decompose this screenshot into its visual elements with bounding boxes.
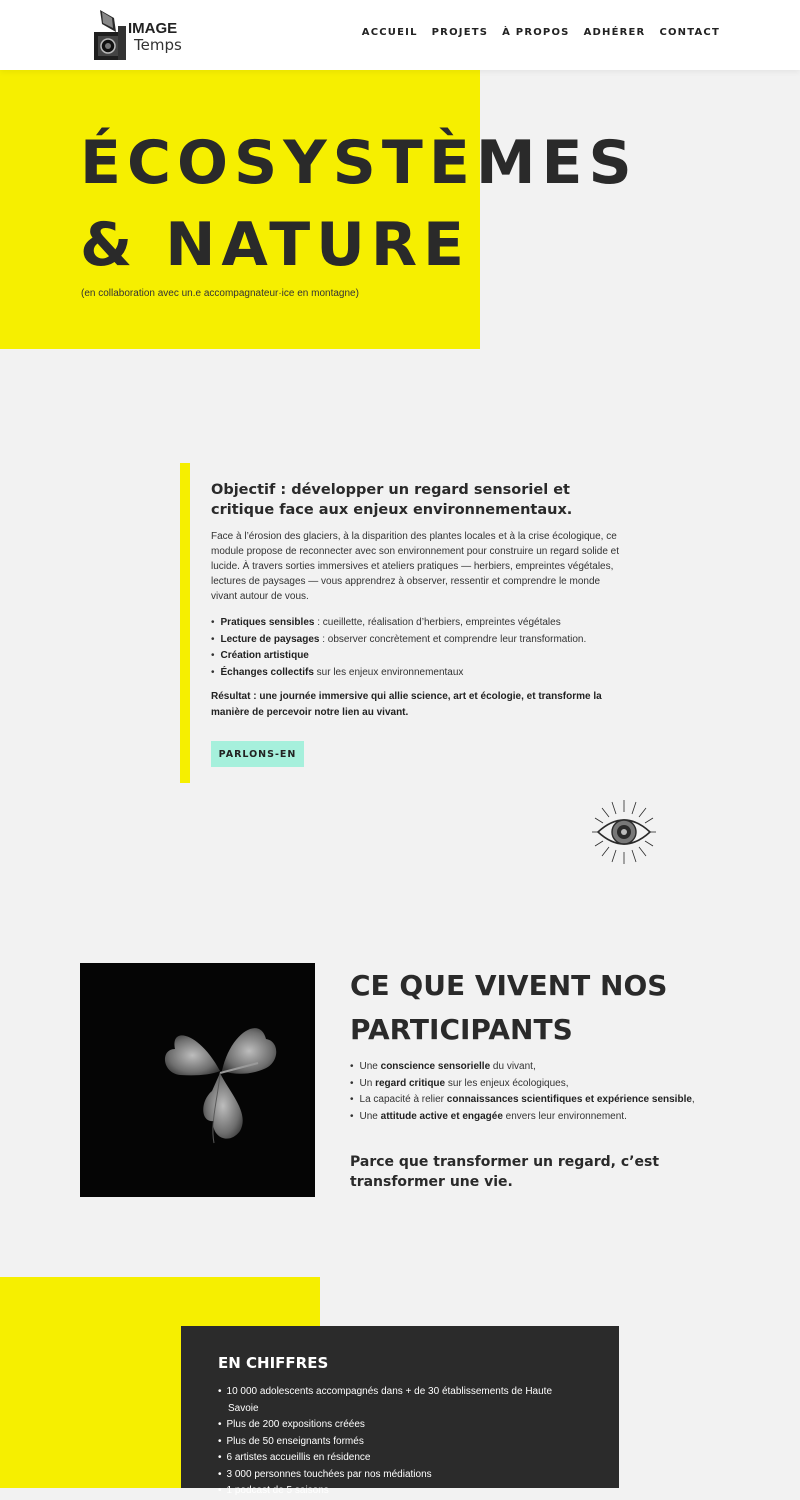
list-item-text: : cueillette, réalisation d’herbiers, empreintes végétales: [314, 617, 561, 628]
objective-body: Face à l’érosion des glaciers, à la disparition des plantes locales et à la crise écologique, ce module propose de reconnecter avec son environnement pour construire un regard solide et lucide. À travers sorties immersives et ateliers pratiques — herbiers, empreintes végétales, lectures de paysages — vous apprendrez à observer, ressentir et comprendre le monde vivant autour de vous.: [211, 531, 620, 602]
list-item-bold: Création artistique: [220, 650, 309, 661]
participants-quote: Parce que transformer un regard, c’est transformer une vie.: [350, 1154, 660, 1190]
objective-list: [211, 615, 631, 681]
list-item-bold: Échanges collectifs: [220, 666, 314, 678]
list-item-bold: attitude active et engagée: [380, 1110, 503, 1122]
gramophone-camera-icon: [92, 6, 132, 64]
list-item: [350, 1059, 770, 1076]
list-item-bold: connaissances scientifiques et expérience sensible: [446, 1094, 692, 1105]
logo-text-image: IMAGE: [128, 20, 178, 37]
list-item-bold: conscience sensorielle: [380, 1061, 491, 1072]
nav-projets[interactable]: PROJETS: [431, 27, 489, 38]
objective-title: Objectif : développer un regard sensoriel et critique face aux enjeux environnementaux.: [211, 482, 573, 518]
list-item: [211, 632, 631, 649]
list-item: [350, 1109, 770, 1126]
main-nav: [362, 27, 720, 38]
list-item: • 6 artistes accueillis en résidence: [218, 1450, 578, 1467]
list-item-text: La capacité à relier: [359, 1094, 447, 1105]
list-item: [350, 1076, 770, 1093]
nav-a-propos[interactable]: À PROPOS: [502, 27, 570, 38]
list-item-text: Une: [359, 1110, 381, 1122]
list-item-text: sur les enjeux écologiques,: [445, 1077, 569, 1089]
list-item: [350, 1092, 770, 1109]
parlons-en-button[interactable]: PARLONS-EN: [211, 741, 304, 767]
list-item: [211, 648, 631, 665]
logo-text-temps: Temps: [134, 36, 182, 54]
nav-adherer[interactable]: ADHÉRER: [583, 27, 646, 38]
list-item-text: ,: [691, 1094, 695, 1105]
list-item: • 3 000 personnes touchées par nos médiations: [218, 1467, 578, 1484]
list-item-text: envers leur environnement.: [502, 1110, 627, 1122]
list-item: • Plus de 200 expositions créées: [218, 1417, 578, 1434]
site-logo[interactable]: [92, 6, 182, 64]
stats-list: [218, 1384, 578, 1500]
participants-list: [350, 1059, 770, 1125]
participants-title: CE QUE VIVENT NOS PARTICIPANTS: [350, 969, 668, 1046]
hero-subtitle: (en collaboration avec un.e accompagnateur·ice en montagne): [81, 288, 359, 299]
list-item-text: Une: [359, 1061, 381, 1072]
list-item: • 1 podcast de 5 saisons: [218, 1483, 578, 1500]
eye-icon: [590, 798, 658, 866]
page-title: ÉCOSYSTÈMES & NATURE: [80, 128, 638, 280]
list-item-text: sur les enjeux environnementaux: [313, 666, 464, 678]
objective-result: Résultat : une journée immersive qui allie science, art et écologie, et transforme la manière de percevoir notre lien au vivant.: [211, 691, 602, 718]
clover-photo: [80, 963, 315, 1197]
list-item: [211, 665, 631, 682]
site-header: [0, 0, 800, 70]
nav-contact[interactable]: CONTACT: [659, 27, 720, 38]
list-item: • Plus de 50 enseignants formés: [218, 1434, 578, 1451]
list-item-bold: regard critique: [375, 1077, 446, 1089]
list-item-text: : observer concrètement et comprendre leur transformation.: [319, 633, 587, 645]
objective-accent-bar: [180, 463, 190, 783]
list-item: [211, 615, 631, 632]
list-item-bold: Lecture de paysages: [220, 633, 320, 645]
list-item-text: du vivant,: [490, 1061, 536, 1072]
list-item-text: Un: [359, 1077, 376, 1089]
stats-title: EN CHIFFRES: [218, 1354, 329, 1372]
clover-image: [80, 963, 315, 1197]
list-item: • 10 000 adolescents accompagnés dans + de 30 établissements de Haute Savoie: [218, 1384, 578, 1417]
nav-accueil[interactable]: ACCUEIL: [361, 27, 418, 38]
list-item-bold: Pratiques sensibles: [220, 617, 315, 628]
